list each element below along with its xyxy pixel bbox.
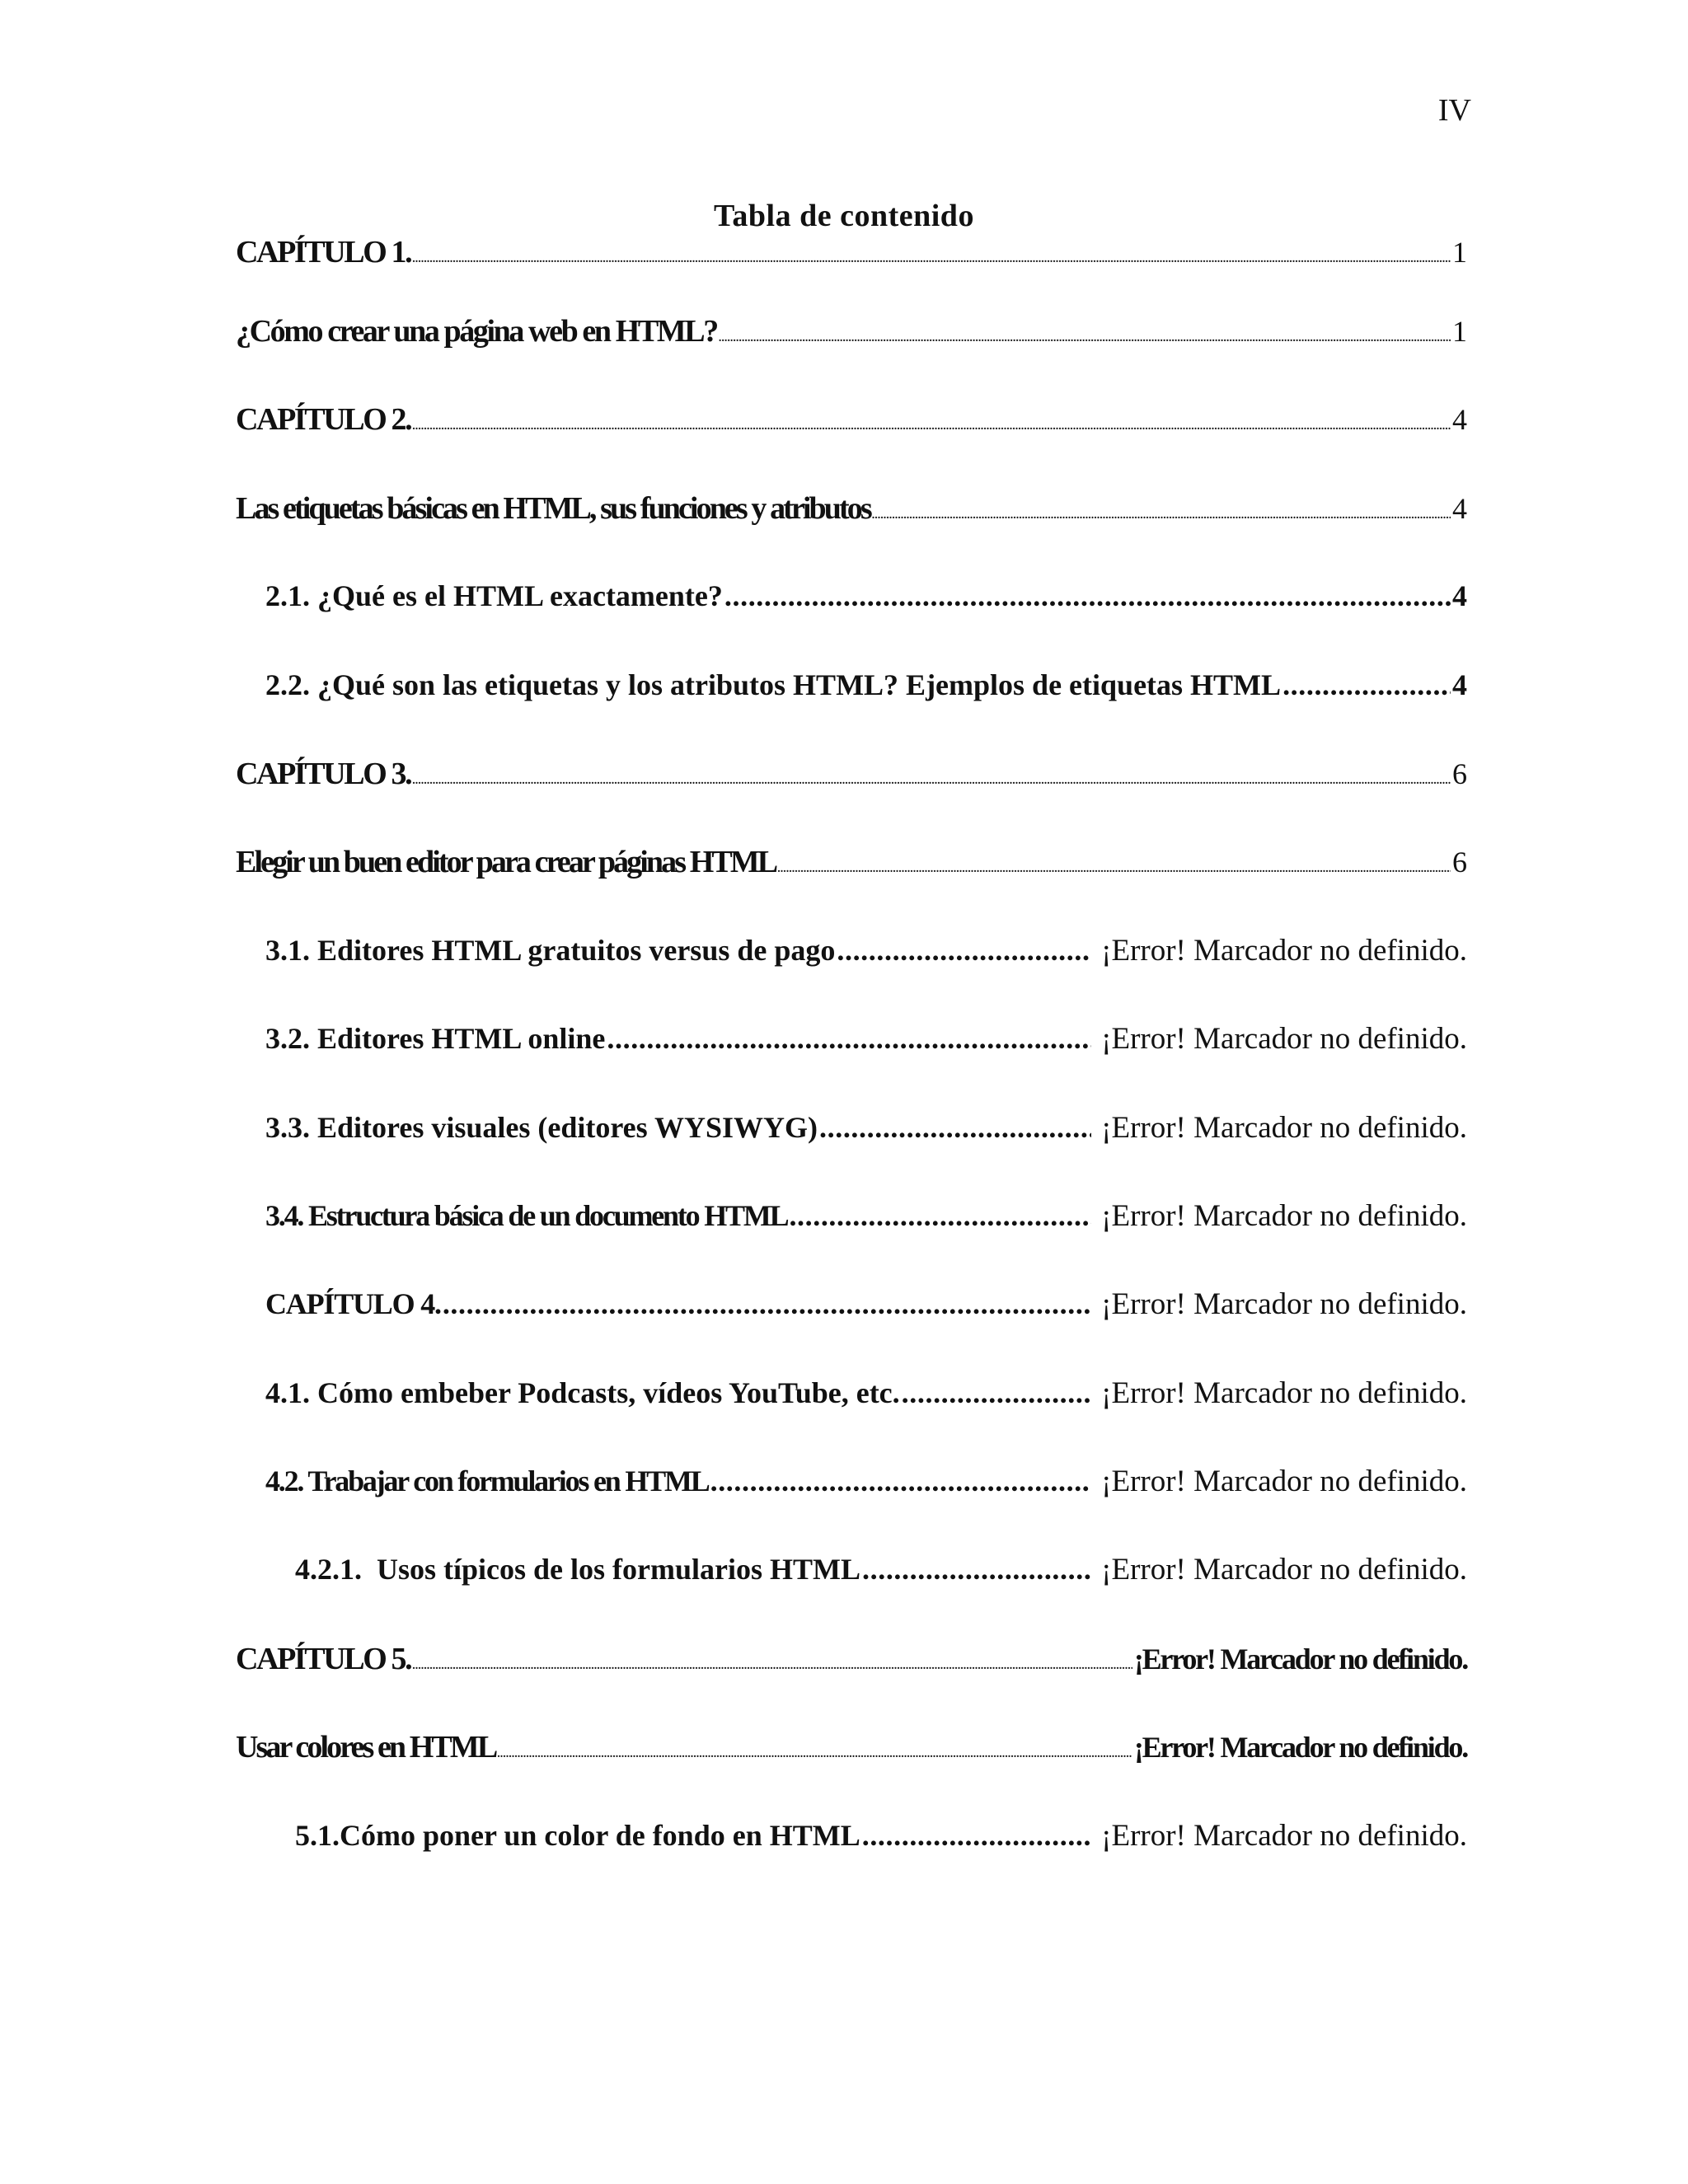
dot-leader: [789, 1198, 1091, 1233]
toc-entry-page: 4: [1452, 491, 1467, 525]
toc-entry-label: 4.1. Cómo embeber Podcasts, vídeos YouTube, etc.: [265, 1376, 900, 1409]
toc-entry-label: ¿Cómo crear una página web en HTML?: [236, 314, 717, 349]
toc-entry-page: ¡Error! Marcador no definido.: [1101, 933, 1467, 968]
toc-entry-3-4[interactable]: [236, 1198, 1467, 1286]
toc-entry-page: ¡Error! Marcador no definido.: [1101, 1465, 1467, 1499]
toc-entry-5-1[interactable]: [236, 1818, 1467, 1906]
dot-leader: [777, 863, 1451, 876]
toc-entry-page: ¡Error! Marcador no definido.: [1101, 1022, 1467, 1057]
dot-leader: [902, 1376, 1092, 1410]
toc-entry-page: 6: [1452, 757, 1467, 790]
toc-entry-capitulo-3[interactable]: [236, 756, 1467, 844]
toc-entry-label: 4.2. Trabajar con formularios en HTML: [265, 1465, 709, 1498]
toc-entry-label: 3.2. Editores HTML online: [265, 1022, 606, 1056]
toc-entry-3-3[interactable]: [236, 1110, 1467, 1198]
dot-leader: [412, 420, 1451, 434]
toc-entry-page: ¡Error! Marcador no definido.: [1101, 1818, 1467, 1853]
toc-entry-page: 4: [1452, 579, 1467, 613]
toc-entry-capitulo-5[interactable]: [236, 1641, 1467, 1729]
toc-entry-label: 2.2. ¿Qué son las etiquetas y los atributos HTML? Ejemplos de etiquetas HTML: [265, 668, 1282, 701]
dot-leader: [710, 1464, 1092, 1498]
toc-entry-page: ¡Error! Marcador no definido.: [1101, 1198, 1467, 1233]
toc-entry-label: 3.3. Editores visuales (editores WYSIWYG): [265, 1110, 818, 1144]
dot-leader: [872, 509, 1451, 523]
dot-leader: [862, 1818, 1091, 1853]
toc-entry-page: ¡Error! Marcador no definido.: [1133, 1731, 1467, 1765]
toc-entry-capitulo-4[interactable]: [236, 1286, 1467, 1375]
toc-entry-label: CAPÍTULO 5.: [236, 1641, 411, 1676]
toc-entry-label: 4.2.1. Usos típicos de los formularios HTML: [295, 1553, 861, 1586]
toc-entry-2-2[interactable]: [236, 668, 1467, 756]
toc-entry-label: 2.1. ¿Qué es el HTML exactamente?: [265, 579, 723, 613]
toc-entry-label: Usar colores en HTML: [236, 1730, 496, 1765]
dot-leader: [1282, 668, 1451, 702]
toc-entry-label: CAPÍTULO 1.: [236, 235, 411, 269]
toc-entry-usar-colores[interactable]: [236, 1729, 1467, 1817]
toc-entry-page: ¡Error! Marcador no definido.: [1101, 1287, 1467, 1322]
toc-entry-etiquetas-basicas[interactable]: [236, 490, 1467, 579]
dot-leader: [443, 1286, 1091, 1321]
dot-leader: [412, 1660, 1132, 1673]
dot-leader: [607, 1021, 1091, 1056]
dot-leader: [724, 579, 1451, 613]
toc-entry-label: 3.1. Editores HTML gratuitos versus de pago: [265, 933, 836, 967]
toc-entry-page: ¡Error! Marcador no definido.: [1101, 1376, 1467, 1410]
dot-leader: [719, 332, 1451, 345]
toc-entry-page: 1: [1452, 236, 1467, 269]
toc-entry-page: 4: [1452, 403, 1467, 437]
dot-leader: [819, 1110, 1091, 1145]
toc-entry-page: ¡Error! Marcador no definido.: [1133, 1642, 1467, 1675]
toc-title: Tabla de contenido: [714, 199, 974, 233]
dot-leader: [412, 775, 1451, 788]
toc-entry-4-2-1[interactable]: [236, 1552, 1467, 1640]
toc-entry-label: 3.4. Estructura básica de un documento HTML: [265, 1198, 788, 1232]
toc-entry-3-2[interactable]: [236, 1021, 1467, 1109]
toc-entry-capitulo-2[interactable]: [236, 401, 1467, 490]
table-of-contents: [236, 234, 1467, 1906]
toc-entry-4-2[interactable]: [236, 1464, 1467, 1552]
dot-leader: [412, 253, 1451, 266]
toc-entry-como-crear-pagina[interactable]: [236, 313, 1467, 401]
toc-entry-label: 5.1.Cómo poner un color de fondo en HTML: [295, 1818, 860, 1852]
toc-entry-page: 1: [1452, 315, 1467, 348]
toc-entry-label: CAPÍTULO 2.: [236, 402, 411, 438]
toc-entry-elegir-editor[interactable]: [236, 844, 1467, 932]
dot-leader: [497, 1748, 1132, 1761]
toc-entry-label: CAPÍTULO 3.: [236, 756, 411, 791]
toc-entry-4-1[interactable]: [236, 1376, 1467, 1464]
toc-entry-page: 6: [1452, 846, 1467, 879]
dot-leader: [837, 933, 1091, 968]
toc-entry-page: 4: [1452, 668, 1467, 701]
toc-entry-page: ¡Error! Marcador no definido.: [1101, 1110, 1467, 1145]
page-number: IV: [1437, 93, 1471, 128]
toc-entry-label: CAPÍTULO 4.: [265, 1287, 441, 1321]
dot-leader: [862, 1552, 1091, 1586]
toc-entry-capitulo-1[interactable]: [236, 234, 1467, 313]
toc-entry-2-1[interactable]: [236, 579, 1467, 667]
toc-entry-label: Elegir un buen editor para crear páginas HTML: [236, 845, 776, 880]
toc-entry-3-1[interactable]: [236, 933, 1467, 1021]
toc-entry-label: Las etiquetas básicas en HTML, sus funciones y atributos: [236, 490, 870, 526]
toc-entry-page: ¡Error! Marcador no definido.: [1101, 1553, 1467, 1587]
